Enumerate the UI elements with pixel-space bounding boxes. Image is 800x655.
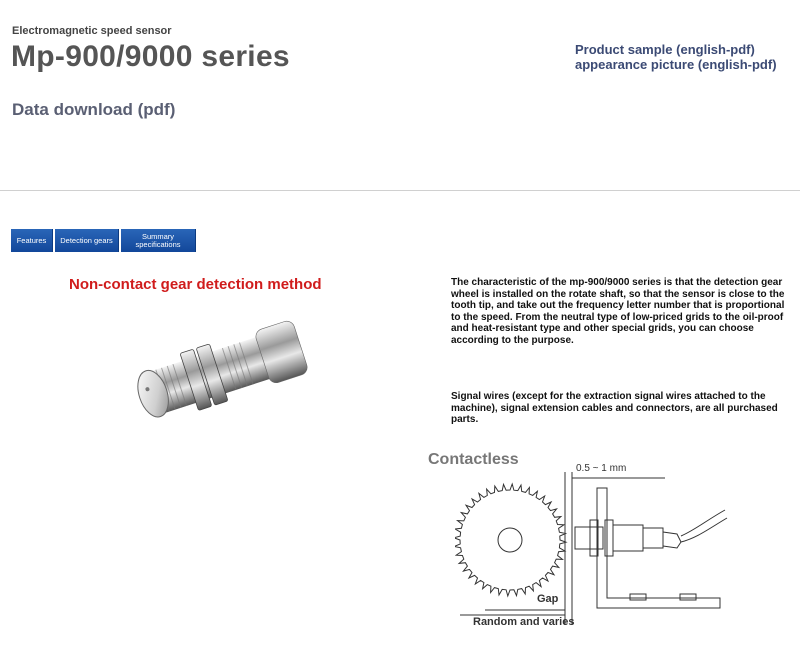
tab-detection-gears[interactable]: Detection gears — [55, 229, 119, 252]
series-description: The characteristic of the mp-900/9000 series is that the detection gear wheel is installed on the rotate shaft, so that the sensor is close to the tooth tip, and take out the frequency letter number that is proportional to the speed. From the neutral type of low-priced grids to the oil-proof and heat-resistant type and other special grids, you can choose according to the purpose. — [451, 277, 785, 346]
page-title: Mp-900/9000 series — [11, 40, 290, 73]
product-sample-link[interactable]: Product sample (english-pdf) — [575, 42, 755, 57]
tab-summary-specifications[interactable]: Summary specifications — [121, 229, 196, 252]
method-heading: Non-contact gear detection method — [69, 276, 322, 293]
gap-dimension-label: 0.5 ~ 1 mm — [576, 463, 627, 474]
sensor-product-image — [110, 298, 330, 448]
signal-wire-note: Signal wires (except for the extraction signal wires attached to the machine), signal extension cables and connectors, are all purchased parts. — [451, 391, 778, 425]
data-download-link[interactable]: Data download (pdf) — [12, 100, 176, 119]
tab-features[interactable]: Features — [11, 229, 53, 252]
appearance-picture-link[interactable]: appearance picture (english-pdf) — [575, 57, 777, 72]
gap-label: Gap — [537, 593, 559, 605]
tab-bar — [11, 229, 196, 252]
random-varies-label: Random and varies — [473, 616, 575, 628]
download-links — [575, 42, 777, 72]
section-divider — [0, 190, 800, 191]
gear-detection-diagram — [455, 470, 735, 630]
contactless-heading: Contactless — [428, 451, 519, 468]
product-category: Electromagnetic speed sensor — [12, 25, 172, 37]
